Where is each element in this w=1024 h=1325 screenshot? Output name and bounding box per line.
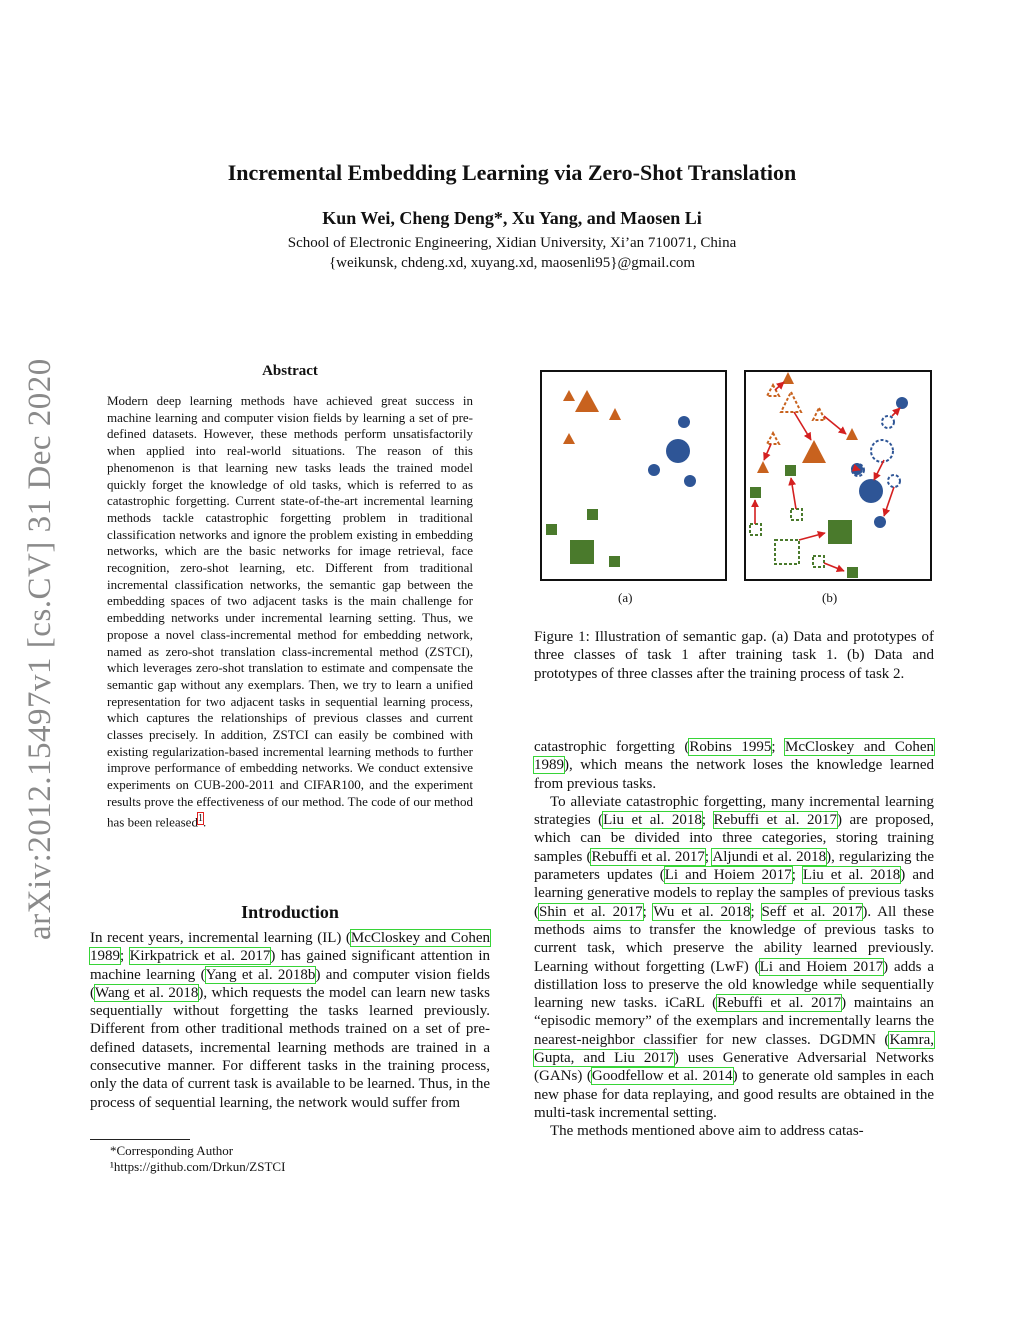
old-blue: [888, 475, 900, 487]
citation-link[interactable]: Kirkpatrick et al. 2017: [129, 948, 271, 965]
old-green: [813, 556, 824, 567]
new-orange: [846, 428, 858, 440]
abstract-end: .: [202, 813, 207, 829]
text-run: ), which requests the model can learn new tasks sequentially without forgetting the tasks learned previously. Different from other traditional methods trained on a set of pre-defined datasets, incremental learning methods are trained in a consecutive manner. For different tasks in the training process, only the data of current task is available to be learned. Thus, in the process of sequential learning, the network would suffer from: [90, 984, 490, 1111]
text-run: ), regularizing the parameters updates (: [534, 848, 934, 884]
figure-label-a: (a): [618, 590, 633, 605]
new-orange-prototype: [802, 440, 826, 463]
blue-circle-prototype: [666, 439, 690, 463]
text-run: ;: [701, 812, 714, 829]
new-green: [847, 567, 858, 578]
footnote-divider: [90, 1139, 190, 1140]
text-run: ) adds a distillation loss to preserve the old knowledge while sequentially learning new tasks. iCaRL (: [534, 958, 934, 1012]
text-run: catastrophic forgetting (: [534, 739, 690, 755]
introduction-heading: Introduction: [241, 902, 339, 922]
citation-link[interactable]: Robins 1995: [689, 739, 772, 755]
footnote-code-url: ¹https://github.com/Drkun/ZSTCI: [110, 1159, 286, 1174]
citation-link[interactable]: Li and Hoiem 2017: [664, 867, 792, 884]
text-run: ;: [771, 739, 786, 755]
panel-b: [745, 371, 931, 580]
text-run: ;: [120, 948, 130, 965]
old-green: [750, 524, 761, 535]
text-run: ) and computer vision fields (: [90, 966, 491, 1001]
old-orange-prototype: [781, 392, 801, 412]
citation-link[interactable]: Li and Hoiem 2017: [759, 958, 884, 975]
text-run: In recent years, incremental learning (IL) (: [90, 930, 351, 946]
introduction-body: [90, 929, 490, 1112]
text-run: ) uses Generative Adversarial Networks (GANs) (: [534, 1050, 934, 1085]
new-green: [750, 487, 761, 498]
citation-link[interactable]: Aljundi et al. 2018: [712, 848, 827, 865]
text-run: ;: [791, 867, 803, 884]
footnotes: [110, 1143, 285, 1175]
text-run: ), which means the network loses the knowledge learned from previous tasks.: [534, 757, 934, 792]
old-blue-prototype: [871, 440, 893, 462]
abstract-text: Modern deep learning methods have achieved great success in machine learning and computer vision fields by learning a set of pre-defined datasets. However, these methods perform unsatisfactorily when applied into real-world situations. The reason of this phenomenon is that learning new tasks leads the trained model quickly forget the knowledge of old tasks, which is referred to as catastrophic forgetting. Current state-of-the-art incremental learning methods tackle catastrophic forgetting problem in traditional classification networks and ignore the problem existing in embedding networks, which are the basic networks for image retrieval, face recognition, zero-shot learning, etc. Different from traditional incremental classification networks, the semantic gap between the embedding spaces of two adjacent tasks is the main challenge for embedding networks under incremental learning setting. Thus, we propose a novel class-incremental method for embedding network, named as zero-shot translation class-incremental method (ZSTCI), which leverages zero-shot translation to estimate and compensate the semantic gap without any exemplars. Then, we try to learn a unified representation for two adjacent tasks in sequential learning process, which captures the relationships of previous classes and current classes precisely. In addition, ZSTCI can easily be combined with existing regularization-based incremental learning methods to further improve performance of embedding networks. We conduct extensive experiments on CUB-200-2011 and CIFAR100, and the experiment results prove the effectiveness of our method. The code of our method has been released: [107, 393, 473, 829]
citation-link[interactable]: McCloskey and Cohen 1989: [90, 930, 490, 965]
text-run: To alleviate catastrophic forgetting, many incremental learning strategies (: [534, 793, 934, 829]
citation-link[interactable]: Wu et al. 2018: [653, 903, 751, 920]
citation-link[interactable]: Wang et al. 2018: [95, 984, 199, 1001]
green-square: [546, 524, 557, 535]
abstract-heading: Abstract: [262, 363, 318, 379]
shift-arrows: [755, 382, 900, 571]
right-column-body: [534, 738, 934, 1141]
citation-link[interactable]: Rebuffi et al. 2017: [591, 848, 705, 865]
footnote-corresponding: *Corresponding Author: [110, 1143, 234, 1158]
old-green: [791, 509, 802, 520]
new-blue: [874, 516, 886, 528]
text-run: ). All these methods aims to transfer the knowledge of previous tasks to current task, which preserve the ability learned previously. Learning without forgetting (LwF) (: [534, 903, 935, 975]
paragraph-methods: The methods mentioned above aim to address catas-: [550, 1123, 864, 1140]
old-orange: [813, 408, 825, 420]
citation-link[interactable]: Rebuffi et al. 2017: [713, 812, 837, 829]
citation-link[interactable]: Shin et al. 2017: [539, 903, 643, 920]
citation-link[interactable]: Liu et al. 2018: [603, 812, 702, 829]
new-green: [785, 465, 796, 476]
paper-title: Incremental Embedding Learning via Zero-Shot Translation: [227, 160, 797, 185]
text-run: ;: [642, 903, 654, 920]
old-green-prototype: [775, 540, 799, 564]
affiliation: School of Electronic Engineering, Xidian University, Xi’an 710071, China: [287, 235, 737, 251]
old-orange: [767, 385, 779, 396]
citation-link[interactable]: Kamra, Gupta, and Liu 2017: [534, 1031, 934, 1067]
blue-circle: [648, 464, 660, 476]
footnote-link[interactable]: 1: [197, 812, 203, 824]
text-run: ) has gained significant attention in machine learning (: [90, 948, 490, 983]
new-blue: [896, 397, 908, 409]
text-run: ) to generate old samples in each new phase for data replaying, and good results are obtained in the multi-task incremental setting.: [534, 1068, 934, 1121]
orange-triangle: [609, 408, 621, 420]
intro-paragraph: [90, 929, 490, 1112]
blue-circle: [678, 416, 690, 428]
citation-link[interactable]: Liu et al. 2018: [802, 867, 901, 884]
citation-link[interactable]: Goodfellow et al. 2014: [591, 1068, 733, 1085]
figure-label-b: (b): [822, 590, 838, 605]
green-square-prototype: [570, 540, 594, 564]
green-square: [609, 556, 620, 567]
new-blue-prototype: [859, 479, 883, 503]
new-orange: [757, 461, 769, 473]
orange-triangle: [563, 390, 575, 401]
abstract-body: [107, 393, 473, 831]
citation-link[interactable]: Yang et al. 2018b: [205, 966, 316, 983]
text-run: ) are proposed, which can be divided into three categories, storing training samples (: [534, 812, 935, 865]
email-list: {weikunsk, chdeng.xd, xuyang.xd, maosenli95}@gmail.com: [328, 255, 696, 271]
blue-circle: [684, 475, 696, 487]
text-run: ;: [704, 848, 713, 865]
old-orange: [767, 433, 779, 444]
text-run: ) maintains an “episodic memory” of the exemplars and incrementally learns the nearest-neighbor classifier for new classes. DGDMN (: [534, 995, 934, 1048]
text-run: ) and learning generative models to replay the samples of previous tasks (: [534, 867, 934, 920]
figure-caption: Figure 1: Illustration of semantic gap. (a) Data and prototypes of three classes of task 1 after training task 1. (b) Data and prototypes of three classes after the training process of task 2.: [534, 629, 934, 682]
citation-link[interactable]: Rebuffi et al. 2017: [717, 995, 842, 1012]
text-run: ;: [750, 903, 762, 920]
orange-triangle-prototype: [575, 390, 599, 412]
figure-1: [540, 370, 934, 582]
old-blue: [882, 416, 894, 428]
citation-link[interactable]: McCloskey and Cohen 1989: [534, 739, 935, 774]
new-green-prototype: [828, 520, 852, 544]
paragraph-catastrophic: [534, 738, 934, 793]
orange-triangle: [563, 433, 575, 444]
citation-link[interactable]: Seff et al. 2017: [761, 903, 863, 920]
panel-a: [541, 371, 726, 580]
green-square: [587, 509, 598, 520]
arxiv-identifier: arXiv:2012.15497v1 [cs.CV] 31 Dec 2020: [22, 358, 58, 940]
author-list: Kun Wei, Cheng Deng*, Xu Yang, and Maosen Li: [322, 208, 702, 228]
paragraph-strategies: [534, 793, 934, 1122]
